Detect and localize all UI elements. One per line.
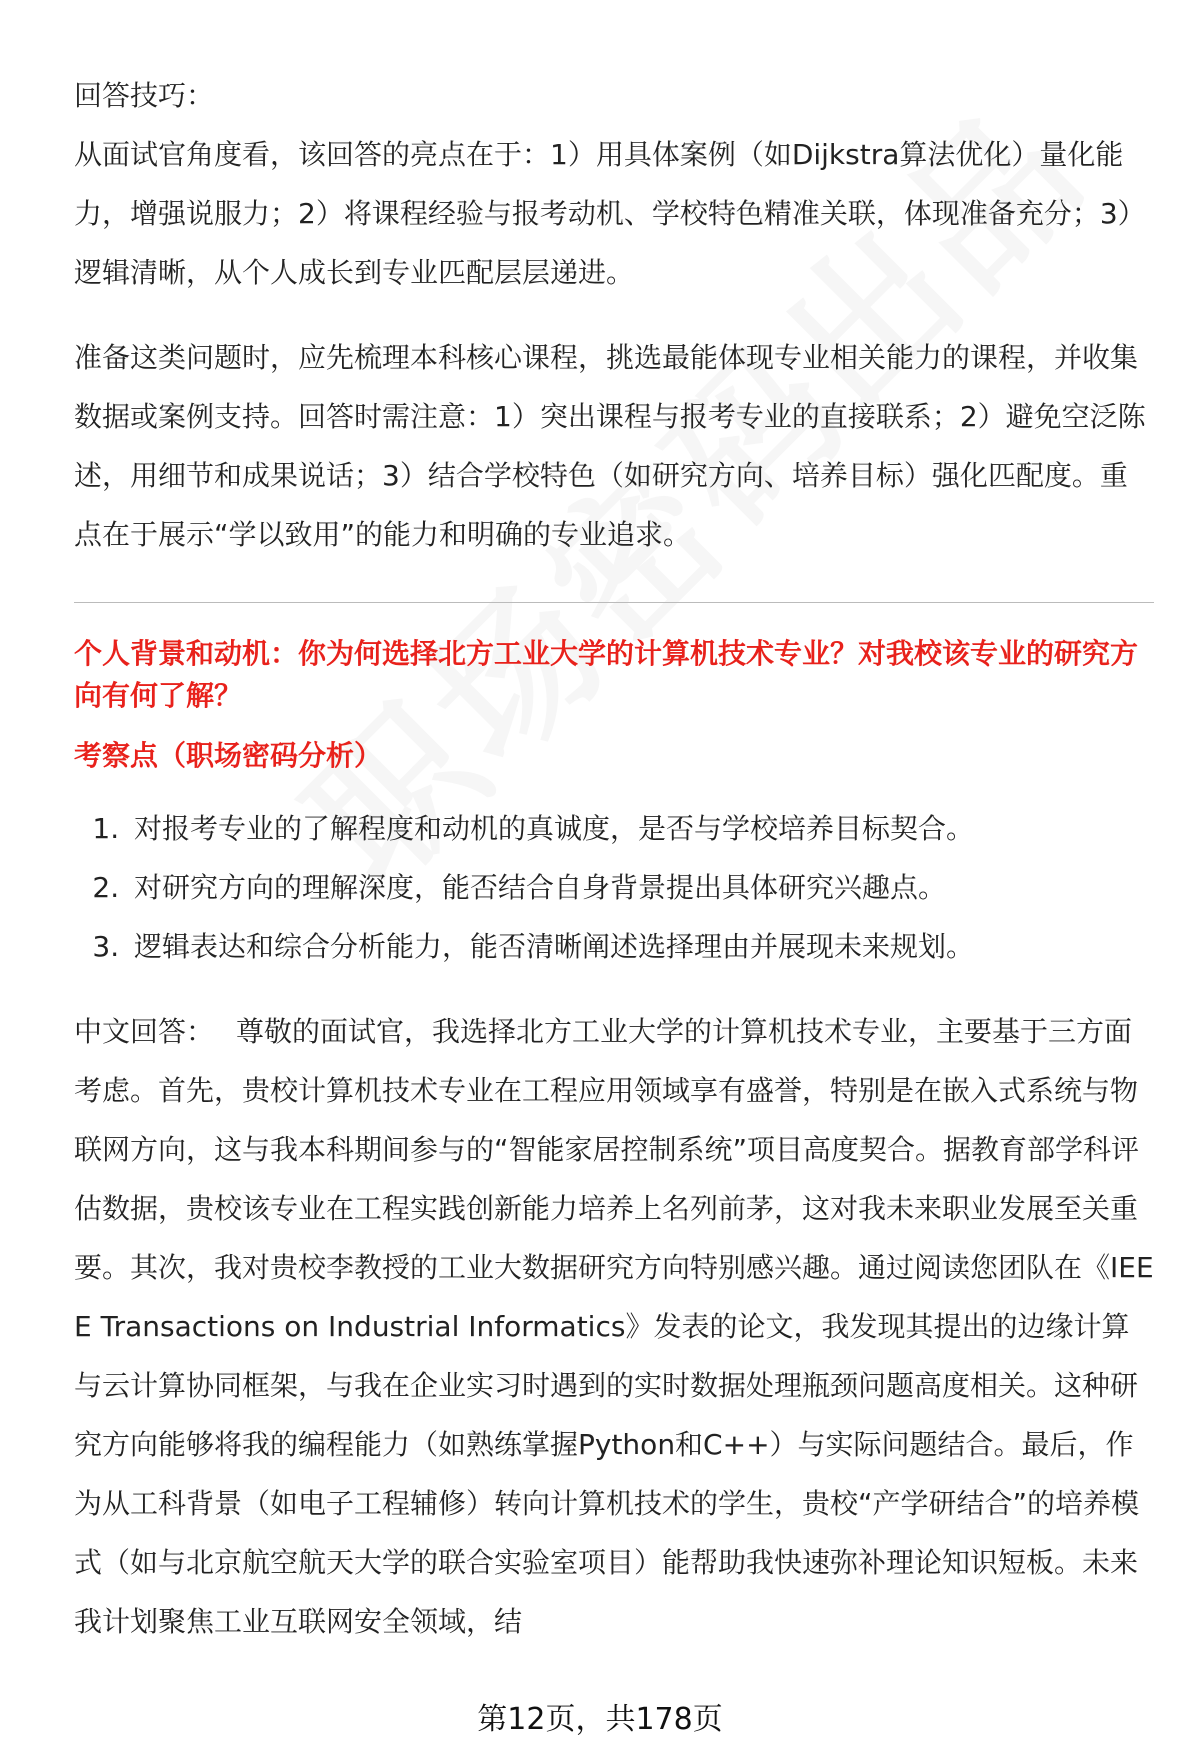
tips-label: 回答技巧： xyxy=(74,79,215,112)
list-item: 2. 对研究方向的理解深度，能否结合自身背景提出具体研究兴趣点。 xyxy=(128,858,1154,917)
answer-label: 中文回答： xyxy=(74,1015,215,1048)
focus-points-list xyxy=(74,799,1154,976)
document-page xyxy=(74,66,1154,1651)
tips-paragraph-1: 从面试官角度看，该回答的亮点在于：1）用具体案例（如Dijkstra算法优化）量化能力，增强说服力；2）将课程经验与报考动机、学校特色精准关联，体现准备充分；3）逻辑清晰，从个人成长到专业匹配层层递进。 xyxy=(74,138,1146,289)
question-title: 个人背景和动机：你为何选择北方工业大学的计算机技术专业？对我校该专业的研究方向有何了解？ xyxy=(74,637,1139,712)
section-divider xyxy=(74,602,1154,603)
paragraph-gap xyxy=(74,976,1154,1002)
tips-paragraph-2: 准备这类问题时，应先梳理本科核心课程，挑选最能体现专业相关能力的课程，并收集数据或案例支持。回答时需注意：1）突出课程与报考专业的直接联系；2）避免空泛陈述，用细节和成果说话；3）结合学校特色（如研究方向、培养目标）强化匹配度。重点在于展示“学以致用”的能力和明确的专业追求。 xyxy=(74,341,1146,551)
focus-heading: 考察点（职场密码分析） xyxy=(74,739,383,772)
answer-text: 尊敬的面试官，我选择北方工业大学的计算机技术专业，主要基于三方面考虑。首先，贵校计算机技术专业在工程应用领域享有盛誉，特别是在嵌入式系统与物联网方向，这与我本科期间参与的“智能家居控制系统”项目高度契合。据教育部学科评估数据，贵校该专业在工程实践创新能力培养上名列前茅，这对我未来职业发展至关重要。其次，我对贵校李教授的工业大数据研究方向特别感兴趣。通过阅读您团队在《IEEE Transactions on Industrial Informatics》发表的论文，我发现其提出的边缘计算与云计算协同框架，与我在企业实习时遇到的实时数据处理瓶颈问题高度相关。这种研究方向能够将我的编程能力（如熟练掌握Python和C++）与实际问题结合。最后，作为从工科背景（如电子工程辅修）转向计算机技术的学生，贵校“产学研结合”的培养模式（如与北京航空航天大学的联合实验室项目）能帮助我快速弥补理论知识短板。未来我计划聚焦工业互联网安全领域，结 xyxy=(74,1015,1154,1638)
paragraph-gap xyxy=(74,302,1154,328)
page-number: 第12页，共178页 xyxy=(477,1702,723,1737)
answer-paragraph xyxy=(74,1002,1154,1651)
list-item: 3. 逻辑表达和综合分析能力，能否清晰阐述选择理由并展现未来规划。 xyxy=(128,917,1154,976)
list-item: 1. 对报考专业的了解程度和动机的真诚度，是否与学校培养目标契合。 xyxy=(128,799,1154,858)
